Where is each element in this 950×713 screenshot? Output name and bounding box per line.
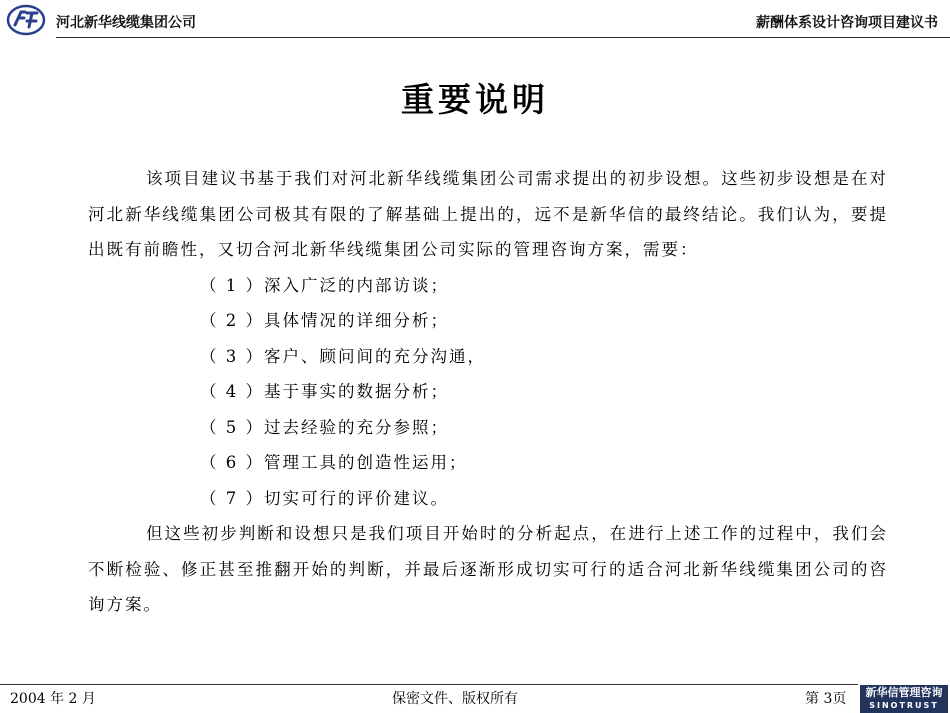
list-item: （ 6 ）管理工具的创造性运用； bbox=[200, 453, 468, 472]
header-divider bbox=[56, 37, 950, 38]
page-number: 第 3页 bbox=[805, 691, 847, 707]
header-document-title: 薪酬体系设计咨询项目建议书 bbox=[756, 15, 938, 31]
header-company-name: 河北新华线缆集团公司 bbox=[56, 15, 196, 31]
list-item: （ 1 ）深入广泛的内部访谈； bbox=[200, 275, 449, 295]
company-logo-icon bbox=[6, 3, 46, 37]
list-item: （ 2 ）具体情况的详细分析； bbox=[200, 311, 449, 330]
closing-paragraph: 但这些初步判断和设想只是我们项目开始时的分析起点，在进行上述工作的过程中，我们会不断检验、修正甚至推翻开始的判断，并最后逐渐形成切实可行的适合河北新华线缆集团公司的咨询方案。 bbox=[88, 524, 888, 614]
requirements-list bbox=[88, 268, 888, 517]
list-item: （ 7 ）切实可行的评价建议。 bbox=[200, 488, 449, 508]
list-item: （ 5 ）过去经验的充分参照； bbox=[200, 417, 449, 437]
footer-divider bbox=[0, 684, 858, 685]
page-header bbox=[0, 0, 950, 40]
footer-confidential-notice: 保密文件、版权所有 bbox=[392, 691, 518, 707]
page-title: 重要说明 bbox=[401, 80, 549, 119]
list-item: （ 3 ）客户、顾问间的充分沟通， bbox=[200, 346, 486, 366]
footer-date: 2004 年 2 月 bbox=[10, 691, 96, 707]
brand-name-en: SINOTRUST bbox=[869, 701, 939, 710]
list-item: （ 4 ）基于事实的数据分析； bbox=[200, 382, 449, 401]
brand-name-cn: 新华信管理咨询 bbox=[865, 686, 943, 699]
body-content bbox=[88, 161, 888, 623]
intro-paragraph: 该项目建议书基于我们对河北新华线缆集团公司需求提出的初步设想。这些初步设想是在对河北新华线缆集团公司极其有限的了解基础上提出的，远不是新华信的最终结论。我们认为，要提出既有前瞻性，又切合河北新华线缆集团公司实际的管理咨询方案，需要： bbox=[88, 169, 888, 259]
brand-logo bbox=[860, 685, 948, 713]
